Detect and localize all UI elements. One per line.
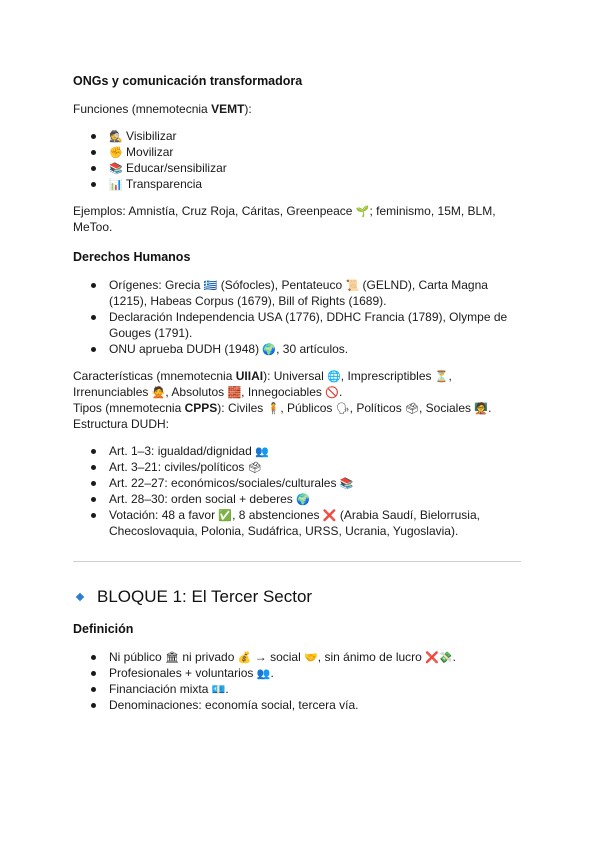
text: , Absolutos: [165, 385, 228, 399]
classical-building-icon: 🏛: [165, 651, 179, 664]
caracteristicas-paragraph: [73, 368, 533, 432]
person-gesturing-no-icon: 🙅: [151, 386, 166, 399]
standing-person-icon: 🧍: [266, 402, 281, 415]
text: Declaración Independencia USA (1776), DDHC Francia (1789), Olympe de: [109, 310, 508, 324]
articulos-list: [73, 443, 533, 539]
people-icon: 👥: [255, 445, 269, 458]
text: , sin ánimo de lucro: [317, 650, 426, 664]
text: Denominaciones: economía social, tercera vía.: [109, 698, 359, 712]
prohibited-icon: 🚫: [325, 386, 339, 399]
list-item: [73, 176, 533, 192]
ballot-box-icon: 🗳: [247, 461, 262, 474]
bar-chart-icon: 📊: [109, 178, 123, 191]
text: .: [452, 650, 456, 664]
definicion-list: [73, 649, 533, 713]
text: , Públicos: [280, 401, 336, 415]
text: Art. 1–3: igualdad/dignidad: [109, 444, 256, 458]
text: , Sociales: [419, 401, 475, 415]
funciones-mnemonic: VEMT: [211, 102, 245, 116]
list-item: [73, 160, 533, 176]
text: Financiación mixta: [109, 682, 212, 696]
text: Gouges (1791).: [109, 326, 193, 340]
greece-flag-icon: 🇬🇷: [203, 279, 218, 292]
globe-icon: 🌍: [296, 493, 310, 506]
funciones-prefix: Funciones (mnemotecnia: [73, 102, 212, 116]
list-item-text: Transparencia: [125, 177, 203, 191]
text: ,: [448, 369, 452, 383]
list-item: [73, 443, 533, 459]
handshake-icon: 🤝: [304, 651, 318, 664]
list-item: [73, 277, 533, 309]
text: Irrenunciables: [73, 385, 152, 399]
text: → social: [251, 650, 305, 664]
ejemplos-text: Ejemplos: Amnistía, Cruz Roja, Cáritas, Greenpeace: [73, 204, 356, 218]
text: .: [270, 666, 274, 680]
list-item: [73, 491, 533, 507]
block-heading: [73, 586, 533, 608]
funciones-list: [73, 128, 533, 192]
list-item-text: Movilizar: [126, 145, 174, 159]
text: ni privado: [179, 650, 238, 664]
text: Profesionales + voluntarios: [109, 666, 257, 680]
text: .: [338, 385, 343, 399]
list-item: [73, 341, 533, 357]
cross-mark-icon: ❌: [425, 651, 439, 664]
money-bag-icon: 💰: [237, 651, 252, 664]
list-item: [73, 507, 533, 539]
text: ): Universal: [263, 369, 328, 383]
ejemplos-text-cont: ; feminismo, 15M, BLM,: [369, 204, 496, 218]
text: Orígenes: Grecia: [109, 278, 204, 292]
text: (1215), Habeas Corpus (1679), Bill of Rights (1689).: [109, 294, 387, 308]
money-with-wings-icon: 💸: [438, 651, 453, 664]
text: Características (mnemotecnia: [73, 369, 236, 383]
text: .: [225, 682, 229, 696]
estructura-label: Estructura DUDH:: [73, 417, 170, 431]
blue-diamond-icon: [76, 593, 84, 601]
cross-mark-icon: ❌: [322, 509, 337, 522]
brick-icon: 🧱: [227, 386, 242, 399]
euro-banknote-icon: 💶: [211, 683, 226, 696]
origenes-list: [73, 277, 533, 357]
teacher-icon: 🧑‍🏫: [474, 402, 489, 415]
text: Votación: 48 a favor: [109, 508, 219, 522]
text: , Innegociables: [241, 385, 326, 399]
list-item: [73, 649, 533, 665]
text: Art. 28–30: orden social + deberes: [109, 492, 297, 506]
speaking-head-icon: 🗣: [335, 402, 350, 415]
books-icon: 📚: [339, 477, 354, 490]
books-icon: 📚: [109, 162, 123, 175]
text: Checoslovaquia, Polonia, Sudáfrica, URSS, Ucrania, Yugoslavia).: [109, 524, 459, 538]
scroll-icon: 📜: [345, 279, 360, 292]
text: ONU aprueba DUDH (1948): [109, 342, 263, 356]
section-heading-definicion: Definición: [73, 622, 134, 636]
text: , Políticos: [349, 401, 406, 415]
text: Ni público: [109, 650, 166, 664]
list-item: [73, 144, 533, 160]
list-item: [73, 697, 533, 713]
hourglass-icon: ⏳: [434, 370, 449, 383]
text: (GELND), Carta Magna: [359, 278, 488, 292]
text: , 30 artículos.: [276, 342, 349, 356]
text: Tipos (mnemotecnia: [73, 401, 185, 415]
text: (Sófocles), Pentateuco: [217, 278, 346, 292]
ejemplos-paragraph: [73, 203, 533, 235]
seedling-icon: 🌱: [355, 205, 370, 218]
text: , 8 abstenciones: [232, 508, 323, 522]
check-mark-icon: ✅: [218, 509, 233, 522]
list-item: [73, 128, 533, 144]
raised-fist-icon: ✊: [109, 146, 123, 159]
text: .: [488, 401, 492, 415]
ballot-box-icon: 🗳: [405, 402, 419, 415]
funciones-intro: [73, 101, 533, 117]
section-heading-ddhh: Derechos Humanos: [73, 250, 191, 264]
text: ): Civiles: [217, 401, 267, 415]
block-title: BLOQUE 1: El Tercer Sector: [97, 587, 313, 606]
list-item-text: Visibilizar: [126, 129, 177, 143]
caracteristicas-mnemonic: UIIAI: [235, 369, 264, 383]
text: , Imprescriptibles: [340, 369, 435, 383]
text: Art. 22–27: económicos/sociales/culturales: [109, 476, 340, 490]
text: (Arabia Saudí, Bielorrusia,: [336, 508, 480, 522]
globe-meridians-icon: 🌐: [327, 370, 341, 383]
list-item: [73, 459, 533, 475]
detective-icon: 🕵: [109, 130, 123, 143]
tipos-mnemonic: CPPS: [184, 401, 218, 415]
ejemplos-text-end: MeToo.: [73, 220, 113, 234]
list-item: [73, 475, 533, 491]
funciones-suffix: ):: [244, 102, 252, 116]
list-item: [73, 309, 533, 341]
list-item: [73, 665, 533, 681]
document-page: [73, 64, 533, 713]
text: Art. 3–21: civiles/políticos: [109, 460, 248, 474]
list-item: [73, 681, 533, 697]
globe-icon: 🌍: [262, 343, 277, 356]
people-icon: 👥: [256, 667, 271, 680]
section-heading-ongs: ONGs y comunicación transformadora: [73, 74, 303, 88]
horizontal-divider: [73, 561, 521, 562]
list-item-text: Educar/sensibilizar: [126, 161, 227, 175]
